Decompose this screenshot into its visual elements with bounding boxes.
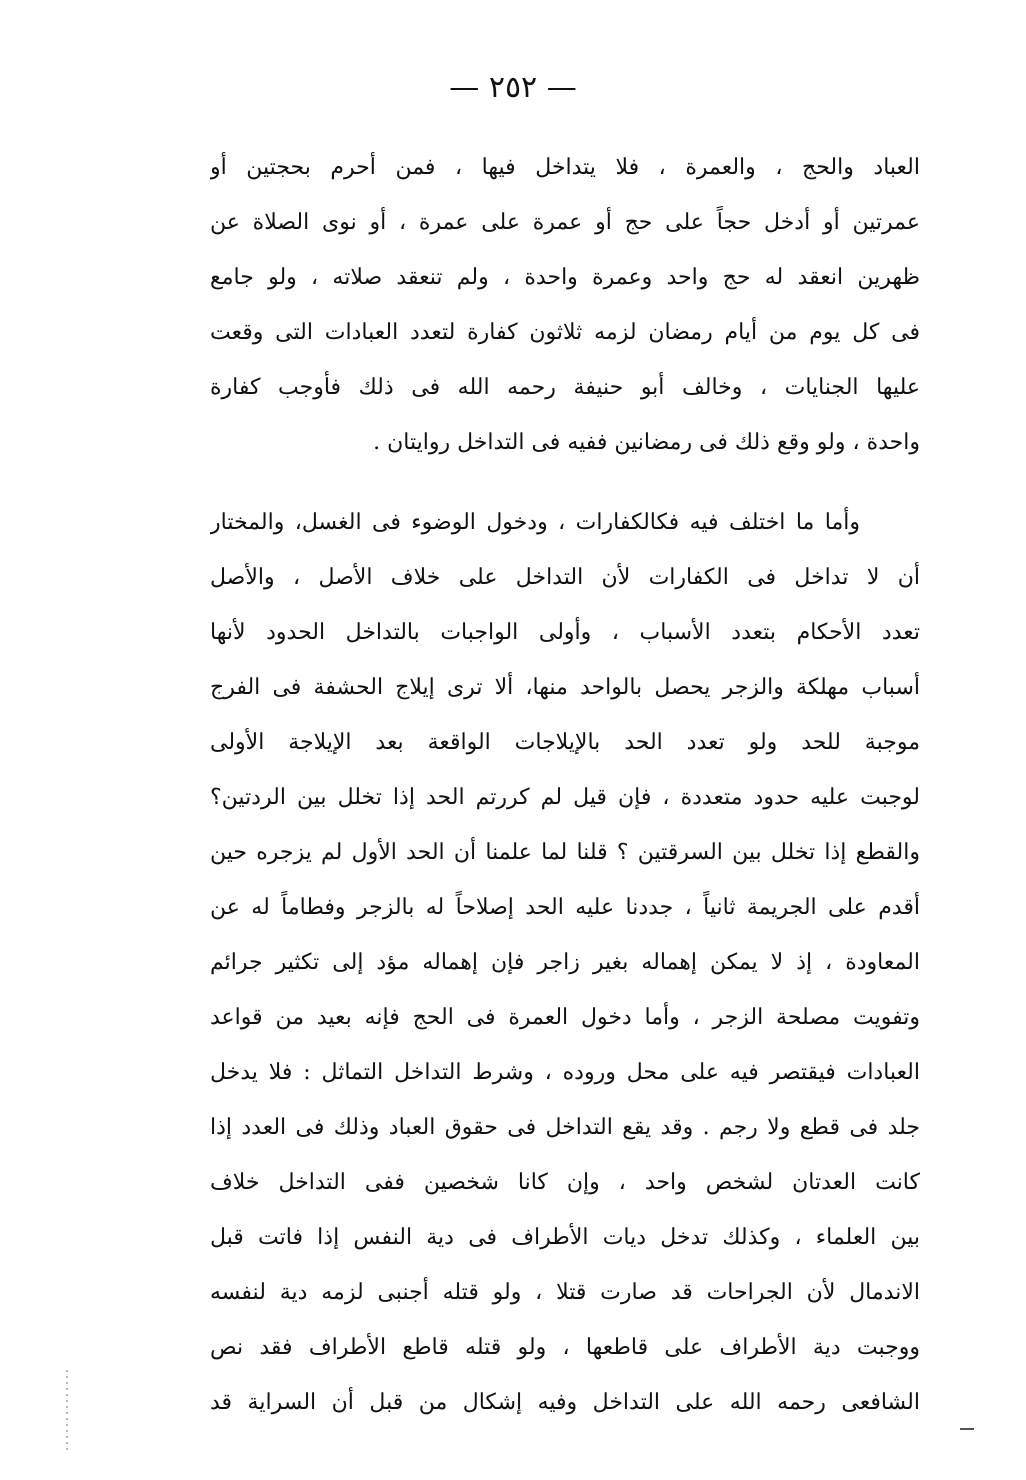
text-line: أقدم على الجريمة ثانياً ، جددنا عليه الحد إصلاحاً له بالزجر وفطاماً له عن: [210, 895, 920, 920]
text-line: فى كل يوم من أيام رمضان لزمه ثلاثون كفارة لتعدد العبادات التى وقعت: [210, 320, 920, 345]
text-line: أسباب مهلكة والزجر يحصل بالواحد منها، ألا ترى إيلاج الحشفة فى الفرج: [210, 675, 920, 700]
text-line: ووجبت دية الأطراف على قاطعها ، ولو قتله قاطع الأطراف فقد نص: [210, 1335, 920, 1360]
text-line: تعدد الأحكام بتعدد الأسباب ، وأولى الواجبات بالتداخل الحدود لأنها: [210, 620, 920, 645]
text-line: وأما ما اختلف فيه فكالكفارات ، ودخول الوضوء فى الغسل، والمختار: [210, 510, 860, 535]
text-line: جلد فى قطع ولا رجم . وقد يقع التداخل فى حقوق العباد وذلك فى العدد إذا: [210, 1115, 920, 1140]
text-line: موجبة للحد ولو تعدد الحد بالإيلاجات الواقعة بعد الإيلاجة الأولى: [210, 730, 920, 755]
paragraph-2: [210, 495, 920, 1430]
text-line: واحدة ، ولو وقع ذلك فى رمضانين ففيه فى التداخل روايتان .: [373, 430, 920, 455]
page-number: — ٢٥٢ —: [449, 70, 577, 105]
text-line: الاندمال لأن الجراحات قد صارت قتلا ، ولو قتله أجنبى لزمه دية لنفسه: [210, 1280, 920, 1305]
text-line: عليها الجنايات ، وخالف أبو حنيفة رحمه الله فى ذلك فأوجب كفارة: [210, 375, 920, 400]
text-line: الشافعى رحمه الله على التداخل وفيه إشكال من قبل أن السراية قد: [210, 1390, 920, 1415]
scan-margin-speckle: [66, 1370, 68, 1450]
text-line: لوجبت عليه حدود متعددة ، فإن قيل لم كررتم الحد إذا تخلل بين الردتين؟: [210, 785, 920, 810]
text-line: ظهرين انعقد له حج واحد وعمرة واحدة ، ولم تنعقد صلاته ، ولو جامع: [210, 265, 920, 290]
text-line: المعاودة ، إذ لا يمكن إهماله بغير زاجر فإن إهماله مؤد إلى تكثير جرائم: [210, 950, 920, 975]
text-line: والقطع إذا تخلل بين السرقتين ؟ قلنا لما علمنا أن الحد الأول لم يزجره حين: [210, 840, 920, 865]
text-line: أن لا تداخل فى الكفارات لأن التداخل على خلاف الأصل ، والأصل: [210, 565, 920, 590]
scan-margin-mark: [960, 1428, 974, 1430]
text-line: العباد والحج ، والعمرة ، فلا يتداخل فيها ، فمن أحرم بحجتين أو: [210, 155, 920, 180]
text-line: عمرتين أو أدخل حجاً على حج أو عمرة على عمرة ، أو نوى الصلاة عن: [210, 210, 920, 235]
paragraph-1: [210, 140, 920, 470]
text-line: بين العلماء ، وكذلك تدخل ديات الأطراف فى دية النفس إذا فاتت قبل: [210, 1225, 920, 1250]
text-line: العبادات فيقتصر فيه على محل وروده ، وشرط التداخل التماثل : فلا يدخل: [210, 1060, 920, 1085]
text-line: وتفويت مصلحة الزجر ، وأما دخول العمرة فى الحج فإنه بعيد من قواعد: [210, 1005, 920, 1030]
text-line: كانت العدتان لشخص واحد ، وإن كانا شخصين ففى التداخل خلاف: [210, 1170, 920, 1195]
